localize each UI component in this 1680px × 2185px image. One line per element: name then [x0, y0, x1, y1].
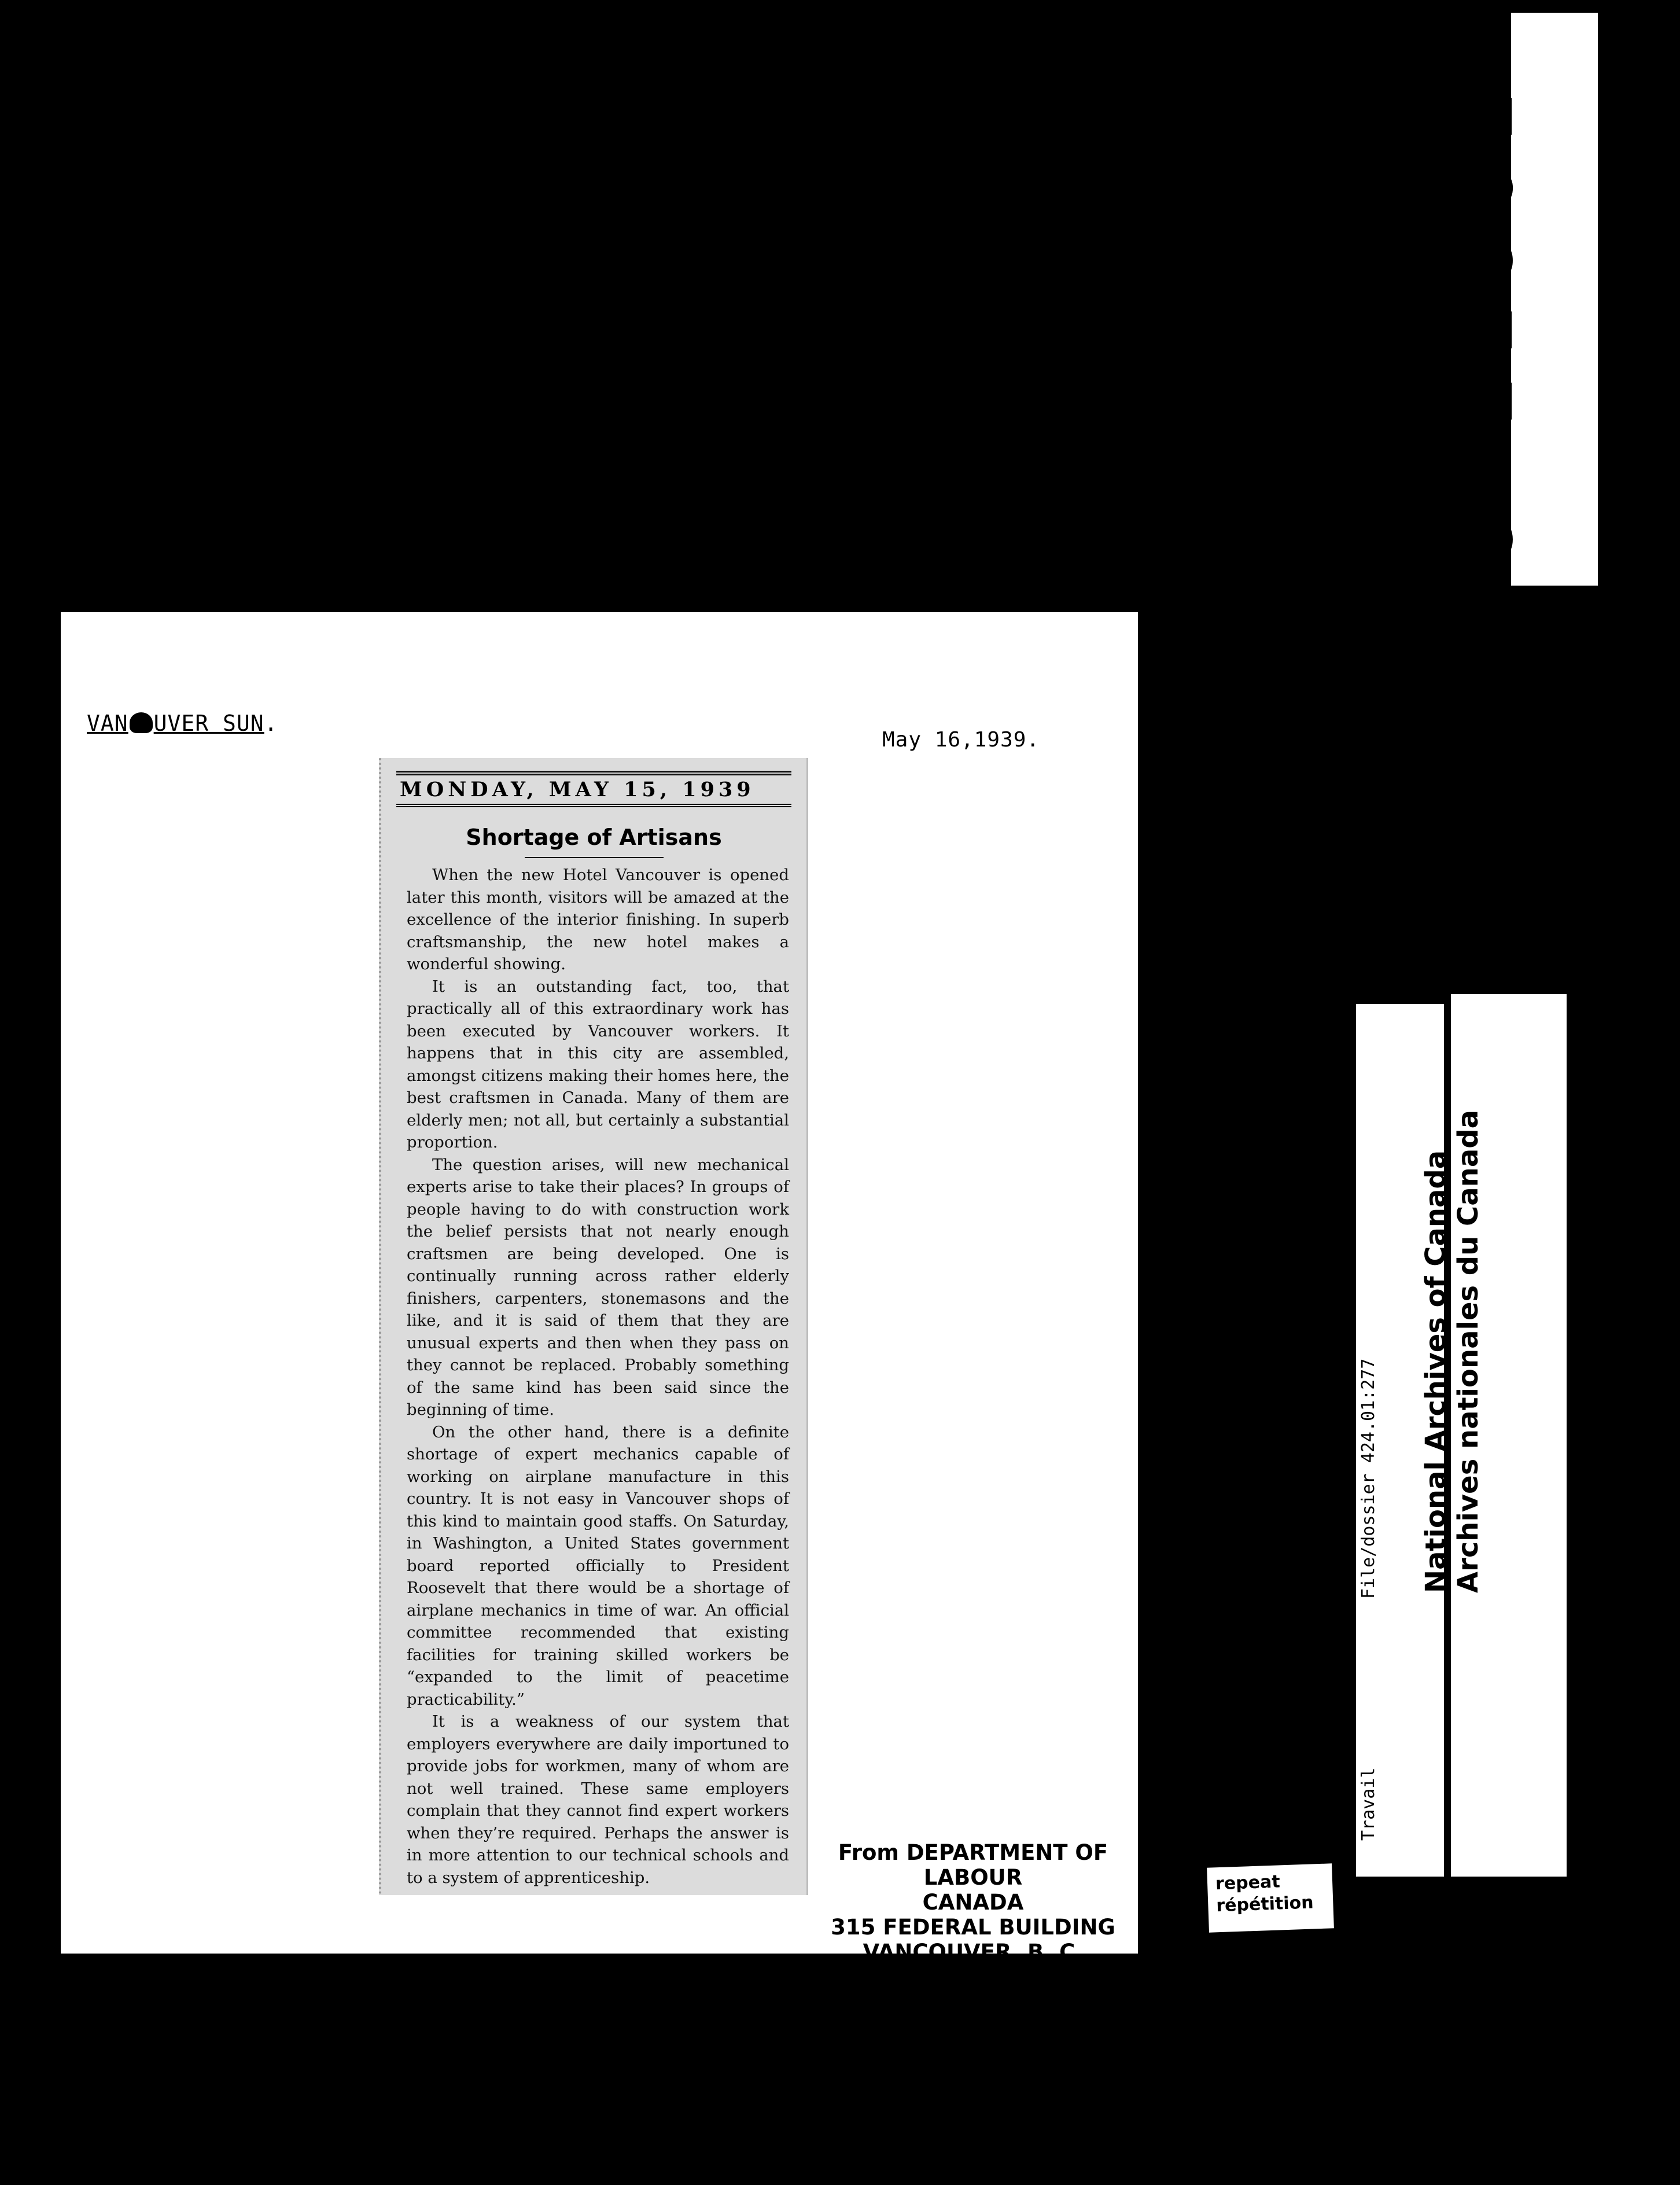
department-text [1336, 683, 1379, 1841]
newspaper-clipping [379, 758, 808, 1895]
frame-number: C-11861 [1438, 71, 1531, 569]
stamp-line: CANADA [922, 1890, 1024, 1915]
stamp-line: VANCOUVER, B. C. [863, 1940, 1084, 1965]
department-fr: Travail [1358, 1767, 1379, 1841]
newspaper-name: VAN UVER SUN. [87, 711, 278, 736]
body-paragraph: On the other hand, there is a definite shortage of expert mechanics capable of working on airplane manufacture in this country. It is not easy in Vancouver shops of this kind to maintain good staffs. On Saturday, in Washington, a United States government board reported officially to President Roosevelt that there would be a shortage of airplane mechanics in time of war. An official committee recommended that existing facilities for training skilled workers be “expanded to the limit of peacetime practicability.” [407, 1422, 789, 1709]
typed-date: May 16,1939. [882, 728, 1040, 752]
archives-name-fr: Archives nationales du Canada [1452, 1110, 1484, 1593]
national-archives-label [1420, 994, 1567, 1877]
headline-rule [525, 857, 664, 858]
file-number: File/dossier 424.01:277 [1358, 1358, 1379, 1599]
repetition-label: répétition [1215, 1892, 1314, 1917]
record-group: RG 27, vol. 102 [1337, 1442, 1357, 1599]
stamp-line: From DEPARTMENT OF LABOUR [838, 1840, 1108, 1890]
stamp-line: 315 FEDERAL BUILDING [831, 1915, 1115, 1940]
clipping-dateline: MONDAY, MAY 15, 1939 [396, 771, 791, 807]
body-paragraph: The question arises, will new mechanical experts arise to take their places? In groups of people having to do with construction work the belief persists that not nearly enough craftsmen are being developed. One is continually running across rather elderly finishers, carpenters, stonemasons and the like, and it is said of them that they are unusual experts and then when they pass on they cannot be replaced. Probably something of the same kind has been said since the beginning of time. [407, 1155, 789, 1419]
frame-number-label [1438, 13, 1598, 586]
repeat-slip [1207, 1863, 1334, 1932]
archives-name [1420, 436, 1484, 1593]
department-stamp [805, 1840, 1141, 1965]
clipping-body [381, 864, 806, 1889]
department-en: Labour [1337, 1778, 1357, 1841]
body-paragraph: It is a weakness of our system that employers everywhere are daily importuned to provide jobs for workmen, many of whom are not well trained. These same employers complain that they cannot find expert workers when they’re required. Perhaps the answer is in more attention to our technical schools and to a system of apprenticeship. [407, 1712, 789, 1887]
repeat-label: repeat [1215, 1871, 1281, 1895]
body-paragraph: When the new Hotel Vancouver is opened later this month, visitors will be amazed at the excellence of the interior finishing. In superb craftsmanship, the new hotel makes a wonderful showing. [407, 866, 789, 973]
crown-icon [130, 712, 153, 733]
archives-name-en: National Archives of Canada [1420, 1150, 1452, 1593]
body-paragraph: It is an outstanding fact, too, that practically all of this extraordinary work has been executed by Vancouver workers. It happens that in this city are assembled, amongst citizens making their homes here, the best craftsmen in Canada. Many of them are elderly men; not all, but certainly a substantial proportion. [407, 977, 789, 1152]
clipping-headline: Shortage of Artisans [466, 825, 722, 850]
